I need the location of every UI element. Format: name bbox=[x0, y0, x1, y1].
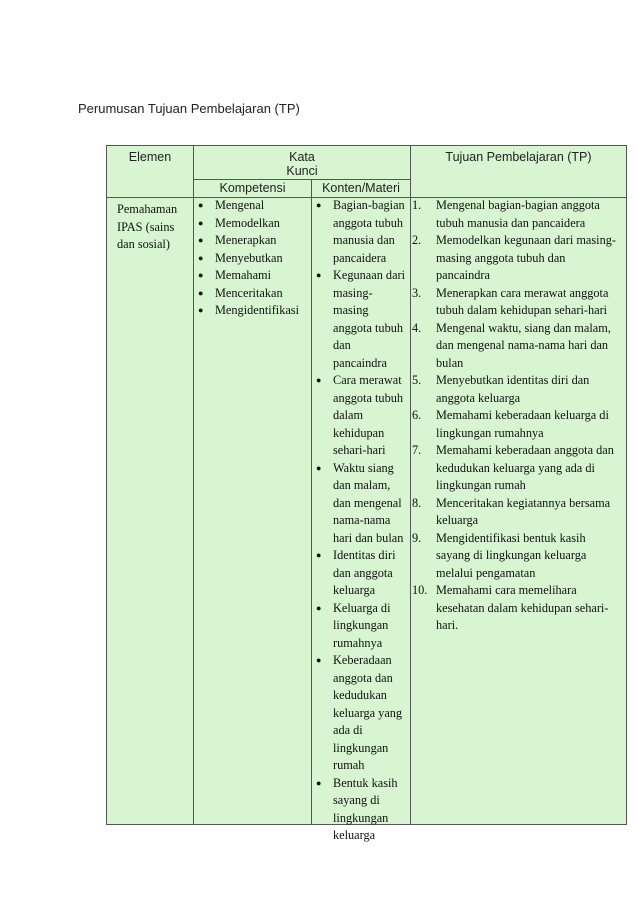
col-divider-konten bbox=[410, 146, 411, 825]
konten-line: lingkungan bbox=[333, 618, 389, 632]
tujuan-item bbox=[412, 285, 626, 320]
tujuan-number: 2. bbox=[412, 233, 422, 247]
konten-line: ● Waktu siang bbox=[333, 460, 394, 475]
tujuan-number: 9. bbox=[412, 530, 422, 545]
konten-line: sayang di bbox=[333, 793, 380, 807]
konten-item bbox=[312, 600, 410, 653]
row-divider-subheader bbox=[193, 179, 411, 180]
elemen-line: IPAS (sains bbox=[117, 219, 175, 234]
konten-item bbox=[312, 267, 410, 372]
konten-line: lingkungan bbox=[333, 740, 389, 755]
elemen-cell bbox=[117, 201, 193, 254]
konten-line: dalam bbox=[333, 408, 364, 422]
header-tujuan: Tujuan Pembelajaran (TP) bbox=[445, 150, 592, 164]
tujuan-line: Mengidentifikasi bentuk kasih bbox=[436, 530, 586, 545]
konten-line: anggota tubuh bbox=[333, 390, 404, 405]
konten-item bbox=[312, 547, 410, 600]
kompetensi-item: ● Memahami bbox=[194, 267, 311, 285]
kompetensi-item: ● Mengidentifikasi bbox=[194, 302, 311, 320]
konten-line: manusia dan bbox=[333, 233, 395, 247]
kompetensi-cell bbox=[194, 197, 311, 320]
tujuan-line: hari. bbox=[436, 618, 459, 632]
tujuan-line: kedudukan keluarga yang ada di bbox=[436, 460, 595, 475]
header-kata: Kata bbox=[289, 150, 315, 164]
konten-line: anggota dan bbox=[333, 670, 393, 685]
konten-item bbox=[312, 197, 410, 267]
tujuan-number: 7. bbox=[412, 443, 422, 457]
tujuan-line: lingkungan rumah bbox=[436, 478, 526, 492]
tujuan-line: Memahami keberadaan keluarga di bbox=[436, 408, 609, 422]
tujuan-line: masing anggota tubuh dan bbox=[436, 250, 566, 265]
konten-line: pancaindra bbox=[333, 355, 387, 370]
tujuan-line: tubuh manusia dan pancaidera bbox=[436, 215, 586, 230]
tujuan-line: Menerapkan cara merawat anggota bbox=[436, 285, 609, 300]
konten-line: ● Bagian-bagian bbox=[333, 198, 405, 212]
tujuan-line: dan mengenal nama-nama hari dan bbox=[436, 338, 609, 352]
tujuan-number: 8. bbox=[412, 495, 422, 510]
konten-line: kehidupan bbox=[333, 425, 385, 440]
tujuan-line: Memodelkan kegunaan dari masing- bbox=[436, 233, 616, 247]
tujuan-line: Mengenal waktu, siang dan malam, bbox=[436, 320, 611, 335]
konten-line: masing bbox=[333, 303, 369, 317]
tujuan-line: Menceritakan kegiatannya bersama bbox=[436, 495, 611, 510]
konten-item bbox=[312, 652, 410, 775]
tujuan-line: Menyebutkan identitas diri dan bbox=[436, 373, 590, 387]
elemen-line: dan sosial) bbox=[117, 237, 170, 251]
konten-line: pancaidera bbox=[333, 250, 387, 265]
kompetensi-item: ● Menerapkan bbox=[194, 232, 311, 250]
tujuan-item bbox=[412, 320, 626, 373]
kompetensi-item: ● Memodelkan bbox=[194, 215, 311, 233]
tujuan-number: 5. bbox=[412, 373, 422, 387]
tujuan-line: bulan bbox=[436, 355, 464, 370]
konten-cell bbox=[312, 197, 410, 845]
konten-line: ● Bentuk kasih bbox=[333, 775, 398, 790]
document-heading: Perumusan Tujuan Pembelajaran (TP) bbox=[78, 101, 300, 116]
tujuan-item bbox=[412, 530, 626, 583]
konten-line: keluarga bbox=[333, 828, 376, 842]
konten-line: hari dan bulan bbox=[333, 530, 404, 545]
konten-line: kedudukan bbox=[333, 688, 387, 702]
kompetensi-item: ● Mengenal bbox=[194, 197, 311, 215]
tujuan-line: Mengenal bagian-bagian anggota bbox=[436, 198, 600, 212]
tujuan-number: 6. bbox=[412, 408, 422, 422]
tujuan-number: 3. bbox=[412, 285, 422, 300]
konten-line: sehari-hari bbox=[333, 443, 386, 457]
konten-line: keluarga yang bbox=[333, 705, 403, 720]
header-kunci: Kunci bbox=[286, 164, 318, 178]
konten-line: ● Cara merawat bbox=[333, 373, 402, 387]
tujuan-line: pancaindra bbox=[436, 268, 490, 282]
tujuan-line: melalui pengamatan bbox=[436, 565, 536, 580]
header-kompetensi: Kompetensi bbox=[219, 181, 286, 195]
tujuan-number: 4. bbox=[412, 320, 422, 335]
konten-line: ● Keberadaan bbox=[333, 653, 392, 667]
konten-line: rumah bbox=[333, 758, 365, 772]
tujuan-number: 10. bbox=[412, 583, 428, 597]
tujuan-cell bbox=[412, 197, 626, 635]
tujuan-line: keluarga bbox=[436, 513, 479, 527]
konten-line: rumahnya bbox=[333, 635, 383, 650]
konten-line: dan anggota bbox=[333, 565, 393, 580]
tujuan-line: anggota keluarga bbox=[436, 390, 521, 405]
konten-line: dan malam, bbox=[333, 478, 391, 492]
tujuan-item bbox=[412, 232, 626, 285]
konten-line: masing- bbox=[333, 285, 373, 300]
tujuan-line: Memahami cara memelihara bbox=[436, 583, 577, 597]
konten-item bbox=[312, 372, 410, 460]
tujuan-item bbox=[412, 407, 626, 442]
konten-line: anggota tubuh bbox=[333, 320, 404, 335]
tujuan-item bbox=[412, 372, 626, 407]
tujuan-item bbox=[412, 495, 626, 530]
tp-table bbox=[106, 145, 627, 842]
kompetensi-item: ● Menceritakan bbox=[194, 285, 311, 303]
konten-line: ada di bbox=[333, 723, 363, 737]
konten-item bbox=[312, 460, 410, 548]
tujuan-line: sayang di lingkungan keluarga bbox=[436, 548, 587, 562]
tujuan-line: kesehatan dalam kehidupan sehari- bbox=[436, 600, 609, 615]
tujuan-line: lingkungan rumahnya bbox=[436, 425, 544, 440]
konten-line: ● Kegunaan dari bbox=[333, 268, 406, 282]
kompetensi-item: ● Menyebutkan bbox=[194, 250, 311, 268]
konten-line: ● Identitas diri bbox=[333, 548, 396, 562]
konten-item bbox=[312, 775, 410, 845]
elemen-line: Pemahaman bbox=[117, 202, 178, 216]
tujuan-line: tubuh dalam kehidupan sehari-hari bbox=[436, 303, 608, 317]
tujuan-item bbox=[412, 582, 626, 635]
konten-line: anggota tubuh bbox=[333, 215, 404, 230]
header-konten: Konten/Materi bbox=[322, 181, 400, 195]
konten-line: lingkungan bbox=[333, 810, 389, 825]
konten-line: keluarga bbox=[333, 583, 376, 597]
header-elemen: Elemen bbox=[128, 150, 172, 164]
konten-line: dan mengenal bbox=[333, 495, 402, 510]
tujuan-line: Memahami keberadaan anggota dan bbox=[436, 443, 614, 457]
konten-line: dan bbox=[333, 338, 351, 352]
konten-line: ● Keluarga di bbox=[333, 600, 391, 615]
tujuan-item bbox=[412, 442, 626, 495]
tujuan-number: 1. bbox=[412, 198, 422, 212]
konten-line: nama-nama bbox=[333, 513, 391, 527]
tujuan-item bbox=[412, 197, 626, 232]
